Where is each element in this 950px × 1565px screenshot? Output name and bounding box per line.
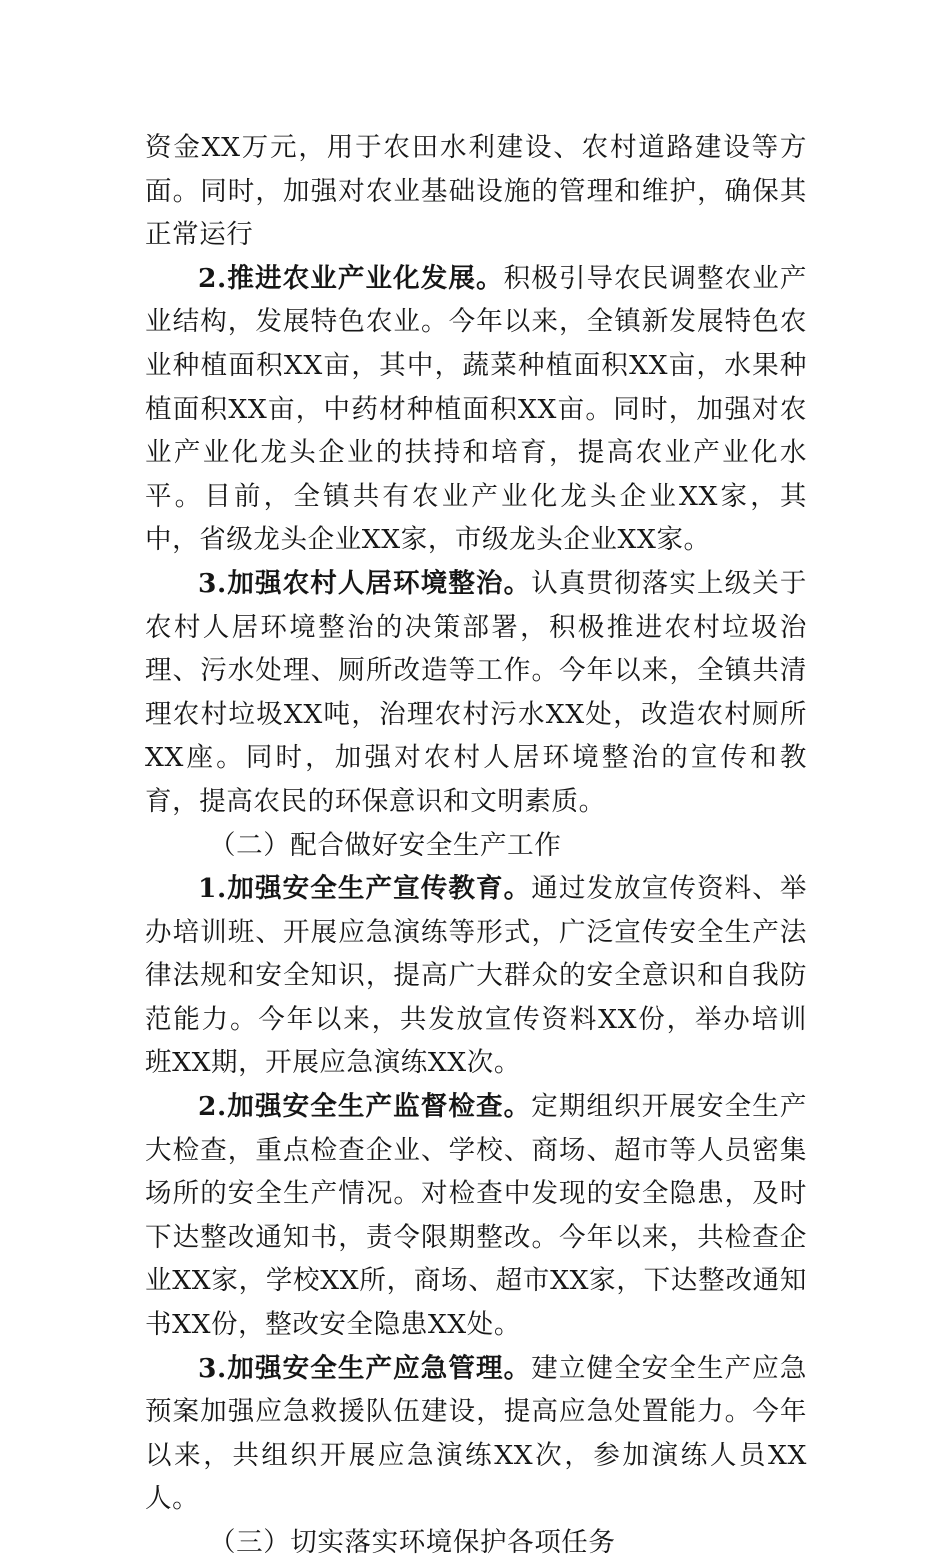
paragraph-lead-title: 3.加强安全生产应急管理。 <box>198 1352 532 1384</box>
paragraph-emergency-management <box>145 1347 807 1521</box>
paragraph-farmland-funds <box>145 126 807 257</box>
paragraph-rural-environment <box>145 562 807 824</box>
paragraph-text: 积极引导农民调整农业产业结构，发展特色农业。今年以来，全镇新发展特色农业种植面积XX亩，其中，蔬菜种植面积XX亩，水果种植面积XX亩，中药材种植面积XX亩。同时，加强对农业产业化龙头企业的扶持和培育，提高农业产业化水平。目前，全镇共有农业产业化龙头企业XX家，其中，省级龙头企业XX家，市级龙头企业XX家。 <box>145 262 807 556</box>
paragraph-text: 定期组织开展安全生产大检查，重点检查企业、学校、商场、超市等人员密集场所的安全生产情况。对检查中发现的安全隐患，及时下达整改通知书，责令限期整改。今年以来，共检查企业XX家，学校XX所，商场、超市XX家，下达整改通知书XX份，整改安全隐患XX处。 <box>145 1091 808 1341</box>
paragraph-safety-education <box>145 867 807 1085</box>
paragraph-text: 建立健全安全生产应急预案加强应急救援队伍建设，提高应急处置能力。今年以来，共组织开展应急演练XX次，参加演练人员XX人。 <box>145 1352 808 1515</box>
paragraph-lead-title: 3.加强农村人居环境整治。 <box>198 567 532 599</box>
document-body <box>145 126 807 1565</box>
paragraph-text: 通过发放宣传资料、举办培训班、开展应急演练等形式，广泛宣传安全生产法律法规和安全知识，提高广大群众的安全意识和自我防范能力。今年以来，共发放宣传资料XX份，举办培训班XX期，开展应急演练XX次。 <box>145 873 808 1079</box>
section-heading-environment-protection: （三）切实落实环境保护各项任务 <box>209 1527 616 1558</box>
paragraph-safety-inspection <box>145 1085 807 1347</box>
paragraph-lead-title: 2.加强安全生产监督检查。 <box>198 1091 532 1123</box>
paragraph-lead-title: 2.推进农业产业化发展。 <box>198 262 504 294</box>
section-heading-safety-production: （二）配合做好安全生产工作 <box>209 829 562 861</box>
paragraph-text: 认真贯彻落实上级关于农村人居环境整治的决策部署，积极推进农村垃圾治理、污水处理、厕所改造等工作。今年以来，全镇共清理农村垃圾XX吨，治理农村污水XX处，改造农村厕所XX座。同时，加强对农村人居环境整治的宣传和教育，提高农民的环保意识和文明素质。 <box>145 567 808 817</box>
paragraph-lead-title: 1.加强安全生产宣传教育。 <box>198 873 532 905</box>
paragraph-text: 资金XX万元，用于农田水利建设、农村道路建设等方面。同时，加强对农业基础设施的管理和维护，确保其正常运行 <box>145 132 807 251</box>
paragraph-agri-industrialization <box>145 257 807 562</box>
